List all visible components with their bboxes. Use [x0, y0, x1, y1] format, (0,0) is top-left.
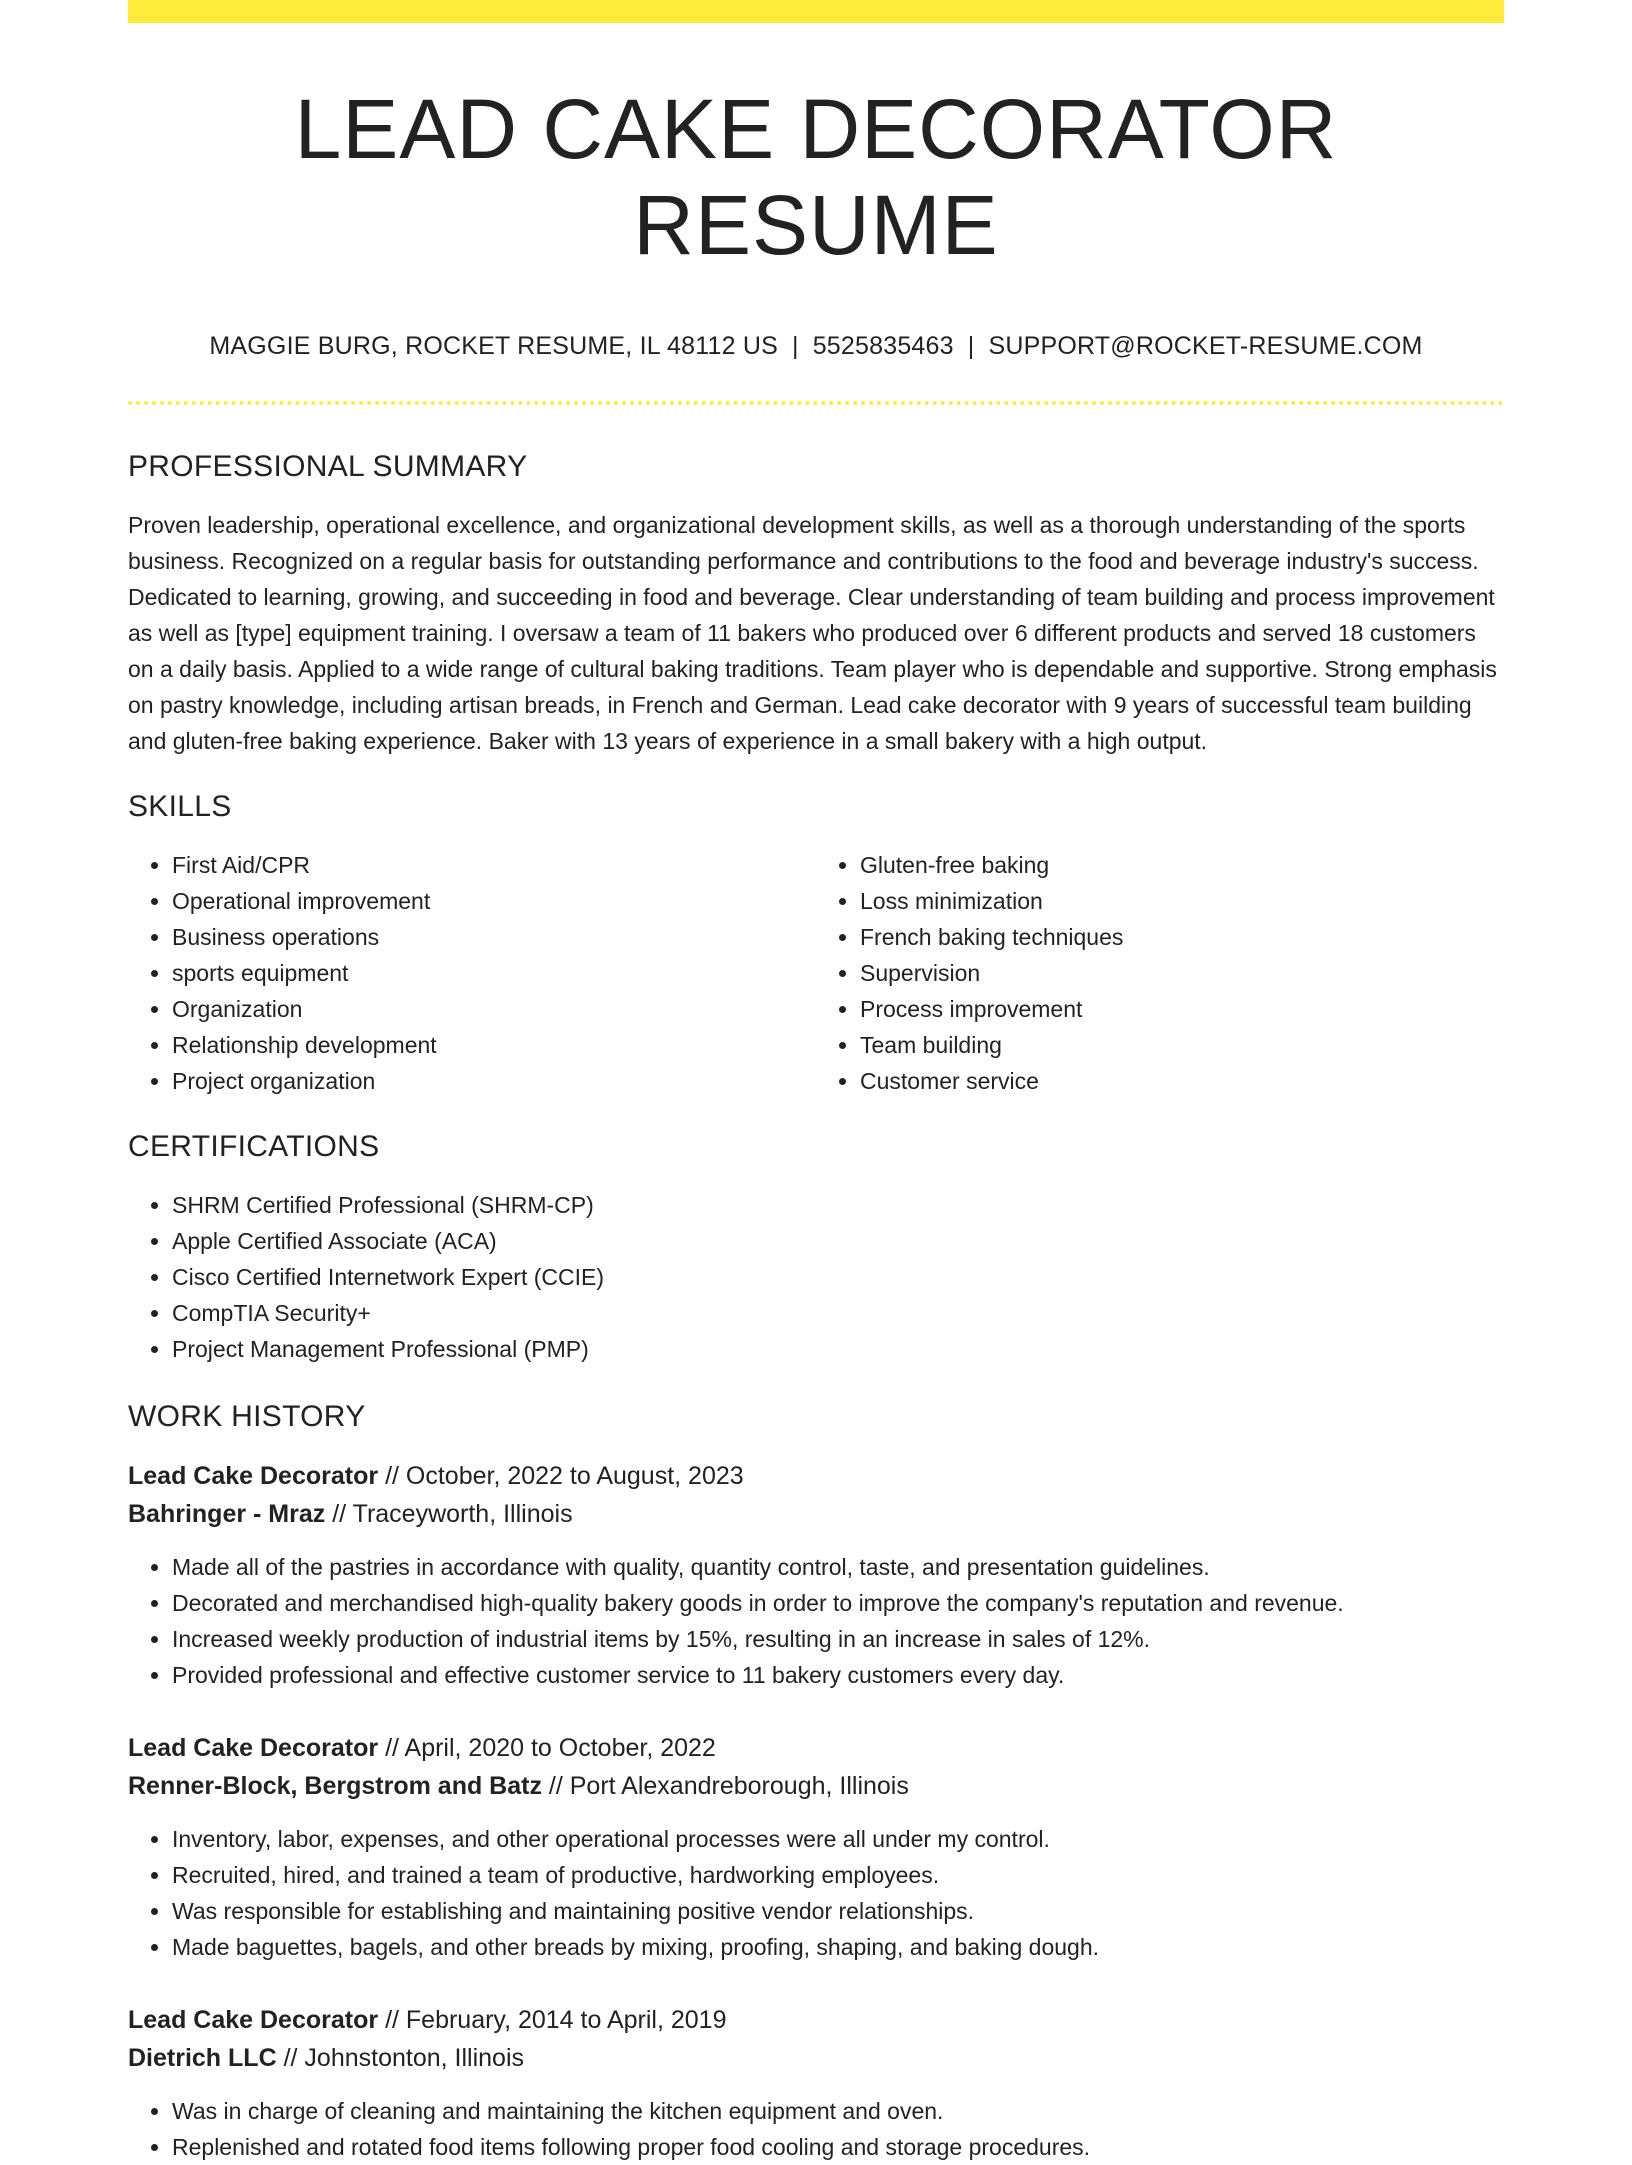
job-title-line — [128, 1457, 1504, 1495]
job-company: Bahringer - Mraz — [128, 1500, 326, 1528]
contact-email: SUPPORT@ROCKET-RESUME.COM — [988, 332, 1423, 360]
job-duty: • Replenished and rotated food items following proper food cooling and storage procedures. — [172, 2129, 1504, 2165]
contact-phone: 5525835463 — [812, 332, 954, 360]
skill-item: • Gluten-free baking — [860, 847, 1504, 883]
skill-item: • Organization — [172, 991, 816, 1027]
job-duty: • Made baguettes, bagels, and other breads by mixing, proofing, shaping, and baking dough. — [172, 1929, 1504, 1965]
job-duty: • Inventory, labor, expenses, and other operational processes were all under my control. — [172, 1821, 1504, 1857]
summary-heading: PROFESSIONAL SUMMARY — [128, 450, 528, 483]
job-company-line — [128, 1495, 1504, 1533]
work-history-heading: WORK HISTORY — [128, 1400, 366, 1433]
job-duties-list — [128, 2093, 1504, 2165]
certifications-heading: CERTIFICATIONS — [128, 1130, 380, 1163]
certification-item: • SHRM Certified Professional (SHRM-CP) — [172, 1187, 1504, 1223]
job-title-line — [128, 2001, 1504, 2039]
job-dates: // February, 2014 to April, 2019 — [385, 2006, 727, 2034]
job-location: // Port Alexandreborough, Illinois — [548, 1772, 909, 1800]
skills-left-list — [128, 847, 816, 1099]
job-entry — [128, 2001, 1504, 2165]
skill-item: • Loss minimization — [860, 883, 1504, 919]
accent-top-bar — [128, 0, 1504, 23]
job-title: Lead Cake Decorator — [128, 1462, 379, 1490]
job-duties-list — [128, 1549, 1504, 1693]
skill-item: • Operational improvement — [172, 883, 816, 919]
certification-item: • Project Management Professional (PMP) — [172, 1331, 1504, 1367]
job-location: // Johnstonton, Illinois — [283, 2044, 524, 2072]
job-title: Lead Cake Decorator — [128, 2006, 379, 2034]
skill-item: • French baking techniques — [860, 919, 1504, 955]
job-company: Dietrich LLC — [128, 2044, 277, 2072]
certifications-list — [128, 1187, 1504, 1367]
skill-item: • Supervision — [860, 955, 1504, 991]
job-title: Lead Cake Decorator — [128, 1734, 379, 1762]
skills-columns — [128, 847, 1504, 1099]
resume-title: LEAD CAKE DECORATOR RESUME — [294, 82, 1338, 272]
job-dates: // April, 2020 to October, 2022 — [385, 1734, 716, 1762]
job-company: Renner-Block, Bergstrom and Batz — [128, 1772, 542, 1800]
skill-item: • First Aid/CPR — [172, 847, 816, 883]
skill-item: • Relationship development — [172, 1027, 816, 1063]
contact-separator: | — [792, 332, 799, 360]
job-company-line — [128, 1767, 1504, 1805]
certification-item: • Apple Certified Associate (ACA) — [172, 1223, 1504, 1259]
skill-item: • Customer service — [860, 1063, 1504, 1099]
job-duty: • Recruited, hired, and trained a team of productive, hardworking employees. — [172, 1857, 1504, 1893]
job-duty: • Increased weekly production of industrial items by 15%, resulting in an increase in sales of 12%. — [172, 1621, 1504, 1657]
certification-item: • CompTIA Security+ — [172, 1295, 1504, 1331]
skill-item: • Project organization — [172, 1063, 816, 1099]
skill-item: • Team building — [860, 1027, 1504, 1063]
skill-item: • Process improvement — [860, 991, 1504, 1027]
contact-separator: | — [967, 332, 975, 360]
job-entry — [128, 1457, 1504, 1693]
skills-heading: SKILLS — [128, 790, 232, 823]
summary-text: Proven leadership, operational excellence, and organizational development skills, as well as a thorough understanding of the sports business. Recognized on a regular basis for outstanding performance and contributions to the food and beverage industry's success. Dedicated to learning, growing, and succeeding in food and beverage. Clear understanding of team building and process improvement as well as [type] equipment training. I oversaw a team of 11 bakers who produced over 6 different products and served 18 customers on a daily basis. Applied to a wide range of cultural baking traditions. Team player who is dependable and supportive. Strong emphasis on pastry knowledge, including artisan breads, in French and German. Lead cake decorator with 9 years of successful team building and gluten-free baking experience. Baker with 13 years of experience in a small bakery with a high output. — [128, 512, 1497, 754]
certification-item: • Cisco Certified Internetwork Expert (CCIE) — [172, 1259, 1504, 1295]
job-duty: • Made all of the pastries in accordance with quality, quantity control, taste, and presentation guidelines. — [172, 1549, 1504, 1585]
contact-address: MAGGIE BURG, ROCKET RESUME, IL 48112 US — [209, 332, 778, 360]
dotted-divider — [128, 401, 1504, 405]
job-location: // Traceyworth, Illinois — [332, 1500, 573, 1528]
job-duty: • Decorated and merchandised high-quality bakery goods in order to improve the company's reputation and revenue. — [172, 1585, 1504, 1621]
contact-line — [128, 331, 1504, 361]
job-duty: • Was in charge of cleaning and maintaining the kitchen equipment and oven. — [172, 2093, 1504, 2129]
job-company-line — [128, 2039, 1504, 2077]
skill-item: • sports equipment — [172, 955, 816, 991]
job-dates: // October, 2022 to August, 2023 — [385, 1462, 744, 1490]
job-duty: • Was responsible for establishing and maintaining positive vendor relationships. — [172, 1893, 1504, 1929]
skill-item: • Business operations — [172, 919, 816, 955]
skills-right-list — [816, 847, 1504, 1099]
job-title-line — [128, 1729, 1504, 1767]
job-entry — [128, 1729, 1504, 1965]
resume-page — [128, 0, 1504, 2165]
job-duties-list — [128, 1821, 1504, 1965]
job-duty: • Provided professional and effective customer service to 11 bakery customers every day. — [172, 1657, 1504, 1693]
